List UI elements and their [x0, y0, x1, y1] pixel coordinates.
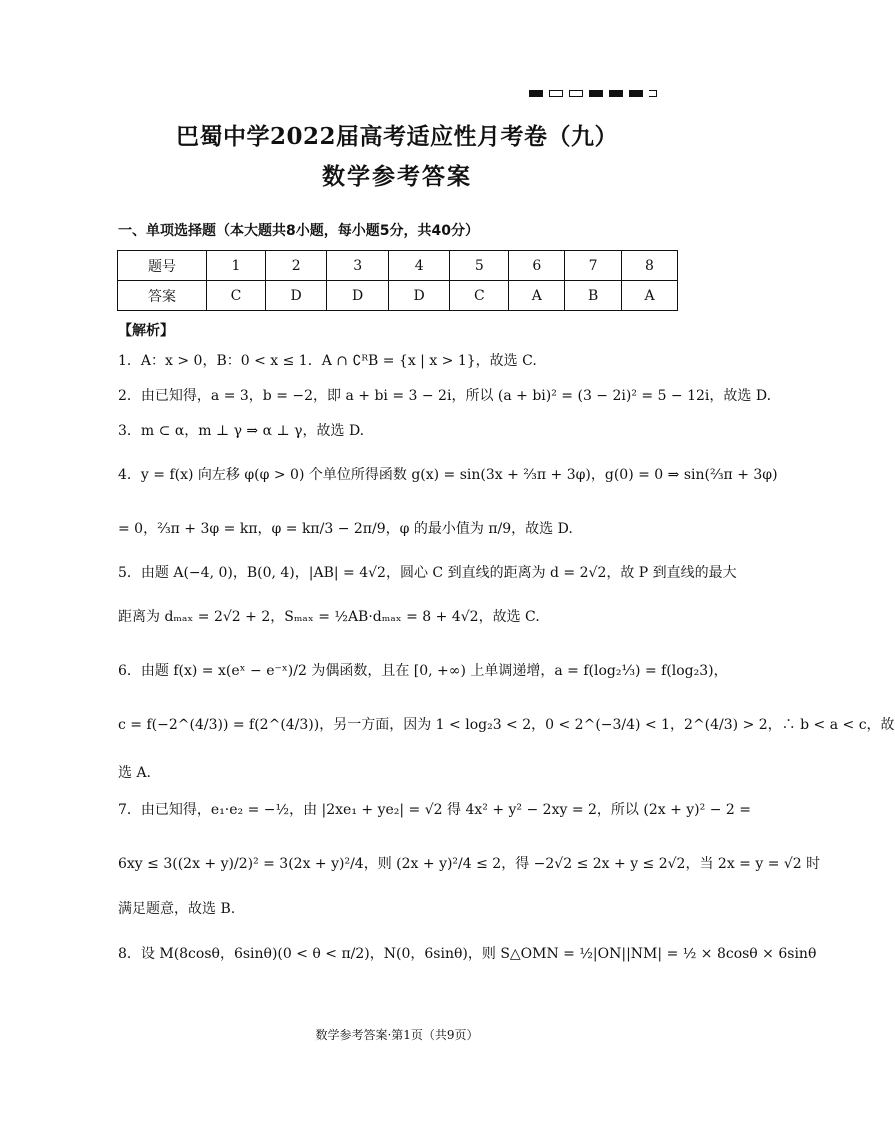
solution-line-7a: 7．由已知得，e₁·e₂ = −½，由 |2xe₁ + ye₂| = √2 得 4x² + y² − 2xy = 2，所以 (2x + y)² − 2 =	[118, 802, 751, 818]
solution-line-8: 8．设 M(8cosθ，6sinθ)(0 < θ < π/2)，N(0，6sinθ)，则 S△OMN = ½|ON||NM| = ½ × 8cosθ × 6sinθ	[118, 946, 817, 962]
question-number-cell: 6	[509, 251, 565, 281]
header-mark	[589, 90, 603, 97]
solution-line-4b: = 0，⅔π + 3φ = kπ，φ = kπ/3 − 2π/9，φ 的最小值为 π/9，故选 D.	[118, 521, 573, 537]
header-mark	[649, 90, 657, 97]
question-number-cell: 3	[327, 251, 389, 281]
page-footer: 数学参考答案·第1页（共9页）	[315, 1028, 479, 1042]
section-heading: 一、单项选择题（本大题共8小题，每小题5分，共40分）	[118, 223, 479, 239]
header-marks	[529, 90, 657, 97]
solution-line-5a: 5．由题 A(−4, 0)，B(0, 4)，|AB| = 4√2，圆心 C 到直线的距离为 d = 2√2，故 P 到直线的最大	[118, 565, 737, 581]
question-number-cell: 4	[388, 251, 450, 281]
answer-cell: D	[265, 281, 327, 311]
answer-cell: D	[388, 281, 450, 311]
answer-cell: C	[207, 281, 266, 311]
solution-line-2: 2．由已知得，a = 3，b = −2，即 a + bi = 3 − 2i，所以 (a + bi)² = (3 − 2i)² = 5 − 12i，故选 D.	[118, 388, 772, 404]
answer-cell: C	[450, 281, 509, 311]
solution-line-4a: 4．y = f(x) 向左移 φ(φ > 0) 个单位所得函数 g(x) = sin(3x + ⅔π + 3φ)，g(0) = 0 ⇒ sin(⅔π + 3φ)	[118, 467, 778, 483]
solution-line-7b: 6xy ≤ 3((2x + y)/2)² = 3(2x + y)²/4，则 (2x + y)²/4 ≤ 2，得 −2√2 ≤ 2x + y ≤ 2√2，当 2x = y = √2 时	[118, 856, 821, 872]
solution-line-6b: c = f(−2^(4/3)) = f(2^(4/3))，另一方面，因为 1 < log₂3 < 2，0 < 2^(−3/4) < 1，2^(4/3) > 2，∴ b < a < c，故	[118, 717, 895, 733]
question-number-cell: 1	[207, 251, 266, 281]
solution-line-6c: 选 A.	[118, 765, 152, 781]
header-mark	[549, 90, 563, 97]
question-number-cell: 2	[265, 251, 327, 281]
header-mark	[569, 90, 583, 97]
solution-line-5b: 距离为 dₘₐₓ = 2√2 + 2，Sₘₐₓ = ½AB·dₘₐₓ = 8 + 4√2，故选 C.	[118, 609, 540, 625]
answer-table	[117, 250, 678, 311]
answer-cell: B	[565, 281, 622, 311]
answer-cell: D	[327, 281, 389, 311]
answer-cell: A	[622, 281, 678, 311]
solution-line-3: 3．m ⊂ α，m ⊥ γ ⇒ α ⊥ γ，故选 D.	[118, 423, 365, 439]
table-header-cell: 答案	[118, 281, 207, 311]
question-number-cell: 8	[622, 251, 678, 281]
header-mark	[629, 90, 643, 97]
solution-line-1: 1．A：x > 0，B：0 < x ≤ 1．A ∩ ∁ᴿB = {x | x > 1}，故选 C.	[118, 353, 537, 369]
header-mark	[609, 90, 623, 97]
question-number-cell: 5	[450, 251, 509, 281]
question-number-cell: 7	[565, 251, 622, 281]
solution-line-7c: 满足题意，故选 B.	[118, 901, 236, 917]
table-row	[118, 251, 678, 281]
table-header-cell: 题号	[118, 251, 207, 281]
answer-cell: A	[509, 281, 565, 311]
table-row	[118, 281, 678, 311]
solution-line-6a: 6．由题 f(x) = x(eˣ − e⁻ˣ)/2 为偶函数，且在 [0, +∞) 上单调递增，a = f(log₂⅓) = f(log₂3)，	[118, 663, 728, 679]
header-mark	[529, 90, 543, 97]
analysis-label: 【解析】	[118, 323, 174, 339]
page-title: 巴蜀中学2022届高考适应性月考卷（九）	[175, 123, 618, 150]
page-subtitle: 数学参考答案	[322, 163, 472, 190]
